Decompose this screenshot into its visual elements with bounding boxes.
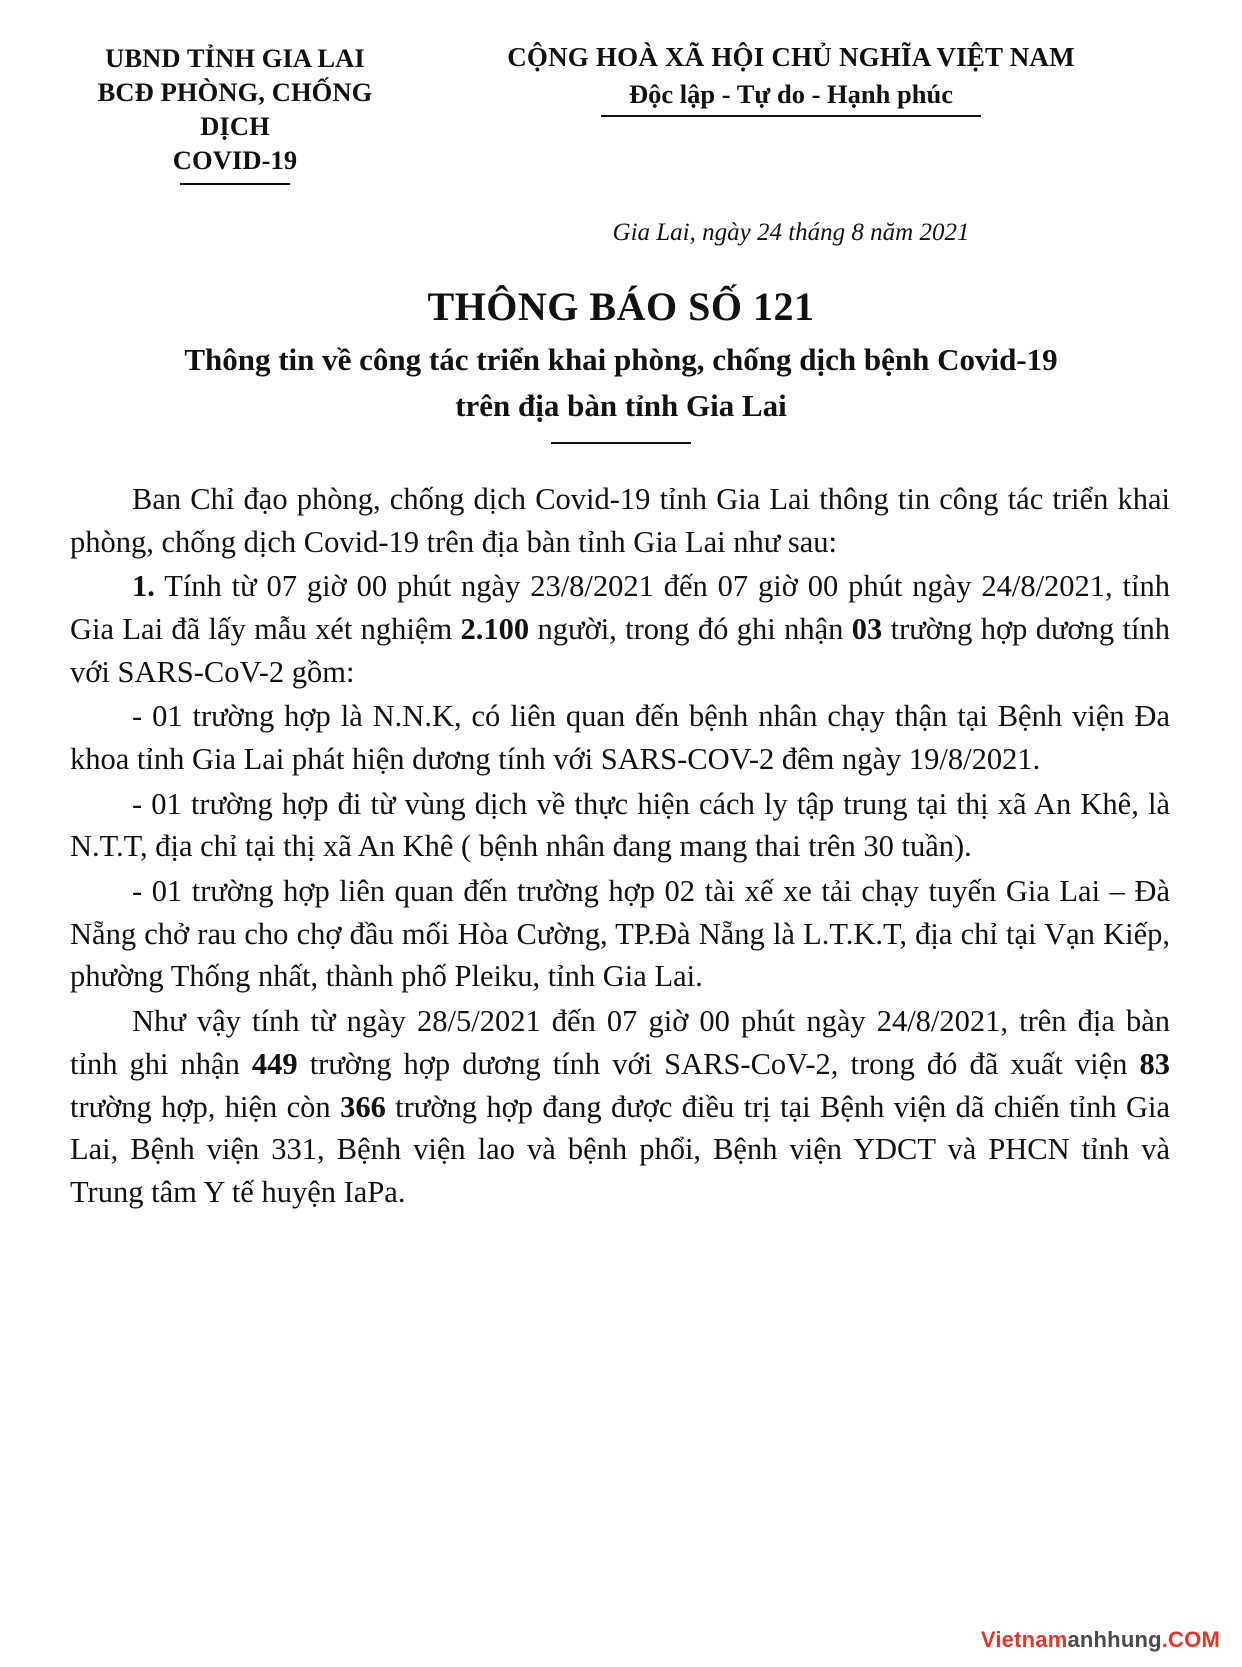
paragraph-case-1 xyxy=(70,695,1170,780)
paragraph-item-1-run-1: Tính từ 07 giờ 00 phút ngày 23/8/2021 đến 07 giờ 00 phút ngày 24/8/2021, tỉnh Gia Lai đã lấy mẫu xét nghiệm xyxy=(70,569,1170,646)
watermark-part-2: anhhung xyxy=(1067,1627,1162,1652)
authority-line-2: BCĐ PHÒNG, CHỐNG DỊCH xyxy=(97,76,373,141)
document-subtitle-2: trên địa bàn tỉnh Gia Lai xyxy=(455,387,787,423)
document-title-block xyxy=(0,283,1242,444)
paragraph-intro xyxy=(70,478,1170,563)
paragraph-case-3-run-0: - 01 trường hợp liên quan đến trường hợp 02 tài xế xe tải chạy tuyến Gia Lai – Đà Nẵng chở rau cho chợ đầu mối Hòa Cường, TP.Đà Nẵng là L.T.K.T, địa chỉ tại Vạn Kiếp, phường Thống nhất, thành phố Pleiku, tỉnh Gia Lai. xyxy=(70,874,1170,994)
document-header xyxy=(0,0,1242,185)
paragraph-summary-run-3: 83 xyxy=(1139,1046,1170,1081)
paragraph-summary-run-0: Như vậy tính từ ngày 28/5/2021 đến 07 giờ 00 phút ngày 24/8/2021, trên địa bàn tỉnh ghi nhận xyxy=(70,1004,1170,1081)
paragraph-item-1-run-3: người, trong đó ghi nhận xyxy=(529,611,852,646)
authority-divider xyxy=(180,183,290,185)
watermark xyxy=(981,1627,1220,1653)
place-date-line: Gia Lai, ngày 24 tháng 8 năm 2021 xyxy=(612,218,970,246)
paragraph-case-2 xyxy=(70,783,1170,868)
authority-line-3: COVID-19 xyxy=(172,144,298,175)
document-body xyxy=(0,478,1242,1214)
national-heading-block xyxy=(400,42,1172,117)
paragraph-item-1-run-2: 2.100 xyxy=(460,611,530,646)
paragraph-summary-run-1: 449 xyxy=(251,1046,298,1081)
title-divider xyxy=(551,442,691,444)
national-name: CỘNG HOÀ XÃ HỘI CHỦ NGHĨA VIỆT NAM xyxy=(507,42,1075,72)
paragraph-case-3 xyxy=(70,870,1170,998)
watermark-part-3: .COM xyxy=(1161,1627,1220,1652)
paragraph-item-1-run-0: 1. xyxy=(132,569,155,604)
paragraph-item-1-run-4: 03 xyxy=(851,611,883,646)
national-divider xyxy=(601,115,981,117)
paragraph-intro-run-0: Ban Chỉ đạo phòng, chống dịch Covid-19 tỉnh Gia Lai thông tin công tác triển khai phòng, chống dịch Covid-19 trên địa bàn tỉnh Gia Lai như sau: xyxy=(70,481,1170,559)
page-title: THÔNG BÁO SỐ 121 xyxy=(427,283,815,329)
paragraph-summary xyxy=(70,1000,1170,1213)
paragraph-case-1-run-0: - 01 trường hợp là N.N.K, có liên quan đến bệnh nhân chạy thận tại Bệnh viện Đa khoa tỉnh Gia Lai phát hiện dương tính với SARS-COV-2 đêm ngày 19/8/2021. xyxy=(70,699,1170,777)
paragraph-summary-run-6: trường hợp đang được điều trị tại Bệnh viện dã chiến tỉnh Gia Lai, Bệnh viện 331, Bệnh viện lao và bệnh phổi, Bệnh viện YDCT và PHCN tỉnh và Trung tâm Y tế huyện IaPa. xyxy=(70,1089,1171,1209)
national-motto: Độc lập - Tự do - Hạnh phúc xyxy=(629,79,953,109)
watermark-part-1: Vietnam xyxy=(980,1627,1068,1652)
authority-line-1: UBND TỈNH GIA LAI xyxy=(105,43,365,73)
document-subtitle: Thông tin về công tác triển khai phòng, chống dịch bệnh Covid-19 xyxy=(184,341,1058,377)
paragraph-summary-run-2: trường hợp dương tính với SARS-CoV-2, trong đó đã xuất viện xyxy=(297,1046,1140,1081)
issuing-authority-block xyxy=(70,42,400,185)
paragraph-item-1-run-5: trường hợp dương tính với SARS-CoV-2 gồm: xyxy=(70,611,1170,689)
paragraph-case-2-run-0: - 01 trường hợp đi từ vùng dịch về thực hiện cách ly tập trung tại thị xã An Khê, là N.T.T, địa chỉ tại thị xã An Khê ( bệnh nhân đang mang thai trên 30 tuần). xyxy=(70,786,1170,864)
paragraph-item-1 xyxy=(70,565,1170,693)
paragraph-summary-run-4: trường hợp, hiện còn xyxy=(70,1089,341,1124)
paragraph-summary-run-5: 366 xyxy=(340,1089,386,1124)
